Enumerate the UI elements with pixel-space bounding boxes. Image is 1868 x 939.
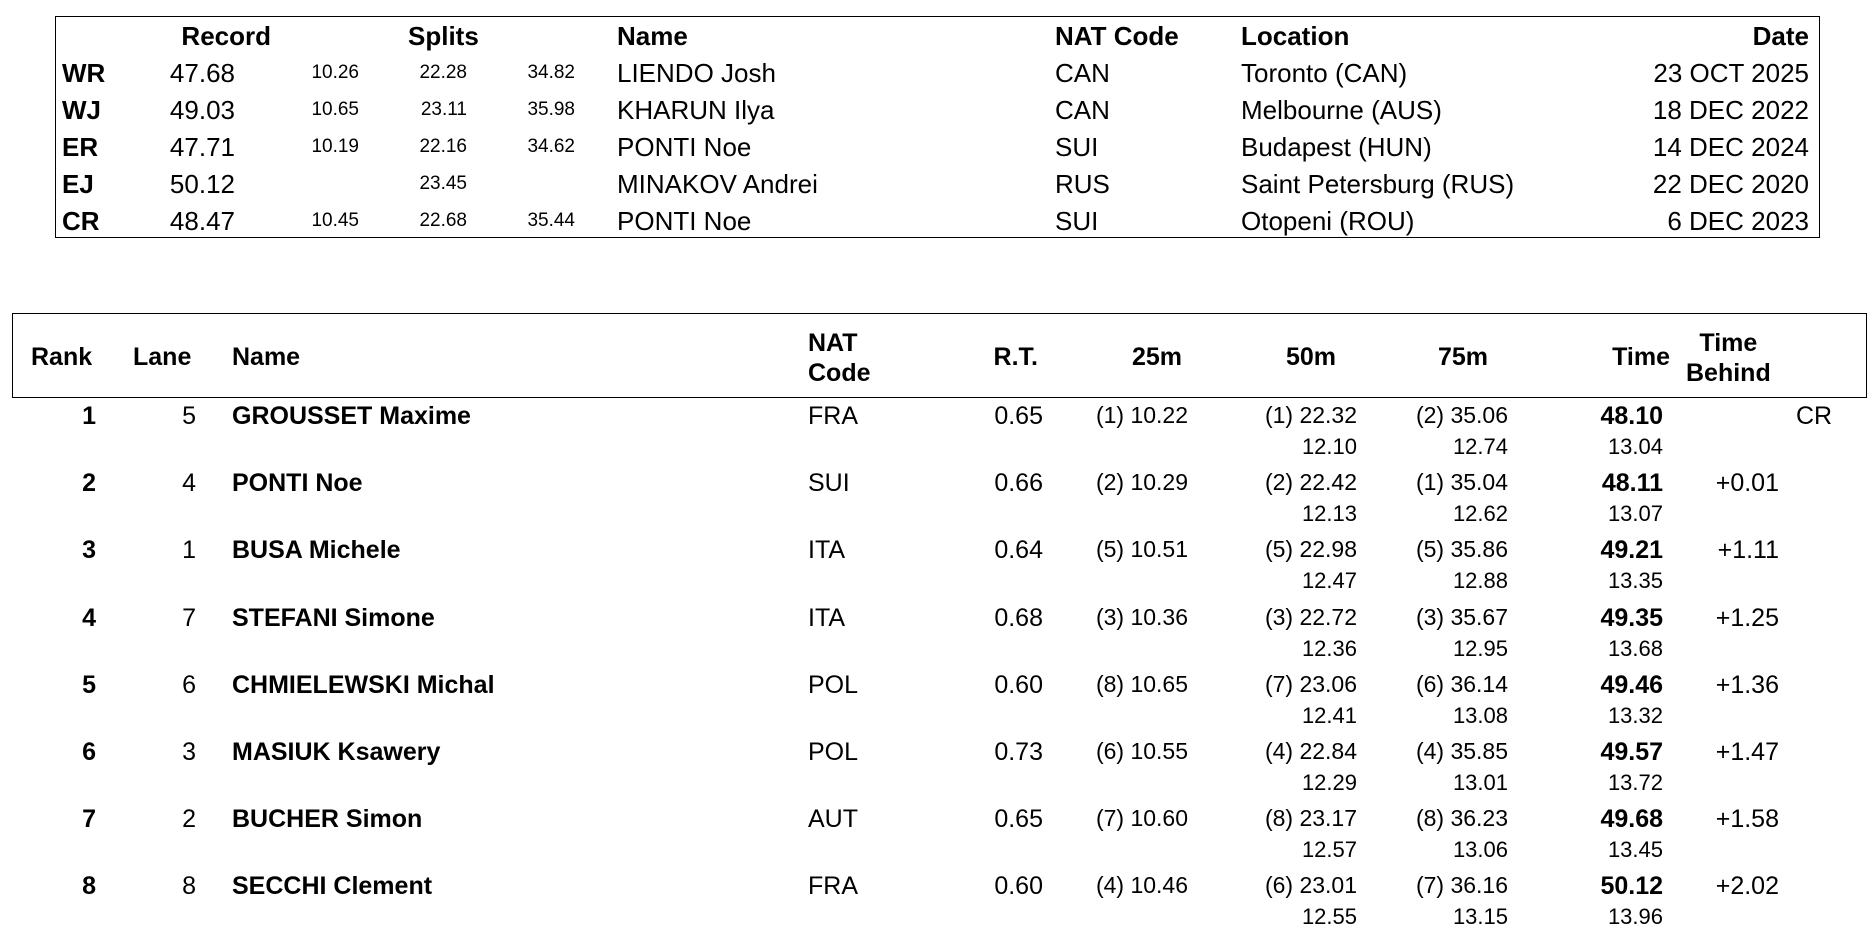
result-rank: 1 [82,402,96,430]
result-final-time: 49.35 [1600,603,1663,632]
record-date: 18 DEC 2022 [1652,95,1809,125]
result-lap-75m: 13.01 [1452,770,1508,795]
result-lap-final: 13.72 [1607,770,1663,795]
record-split-75: 34.82 [527,62,575,83]
records-row [56,202,1819,239]
result-split-50m: (1) 22.32 [1264,402,1357,428]
record-split-50: 23.45 [419,173,467,194]
records-row [56,128,1819,165]
record-split-50: 22.16 [419,136,467,157]
record-location: Saint Petersburg (RUS) [1241,169,1515,199]
results-header-50m: 50m [1285,343,1336,371]
result-nat-code: POL [808,738,859,766]
result-swimmer-name: PONTI Noe [232,469,363,498]
record-nat-code: SUI [1055,132,1099,162]
result-reaction-time: 0.68 [994,603,1043,632]
result-split-75m: (1) 35.04 [1415,469,1508,496]
record-split-75: 34.62 [527,136,575,157]
result-split-25m: (6) 10.55 [1095,738,1188,764]
records-header-splits: Splits [408,21,479,51]
result-lap-final: 13.96 [1607,904,1663,930]
results-header-time-behind [1686,328,1771,388]
results-header-time: Time [1612,343,1670,371]
result-swimmer-name: STEFANI Simone [232,603,435,632]
result-rank: 6 [82,738,96,766]
result-swimmer-name: BUSA Michele [232,536,401,565]
result-row [0,805,1868,872]
results-header-behind-line1: Time [1699,329,1758,357]
result-row [0,402,1868,469]
results-header-nat-line1: NAT [808,329,858,357]
record-time: 49.03 [169,95,235,125]
record-date: 23 OCT 2025 [1653,58,1809,88]
result-reaction-time: 0.64 [994,536,1043,565]
result-lap-75m: 13.15 [1452,904,1508,930]
result-final-time: 49.46 [1600,670,1663,699]
result-rank: 8 [82,872,96,901]
result-split-25m: (7) 10.60 [1095,805,1188,832]
result-lap-50m: 12.29 [1301,770,1357,795]
result-lap-final: 13.07 [1607,501,1663,527]
records-table [55,16,1820,238]
record-code: WJ [62,95,101,125]
result-reaction-time: 0.73 [994,738,1043,766]
results-header-reaction-time: R.T. [993,343,1038,371]
record-location: Melbourne (AUS) [1241,95,1442,125]
result-time-behind: +1.47 [1715,738,1779,766]
records-header-row [56,17,1819,54]
result-lane: 8 [182,872,196,901]
result-rank: 5 [82,670,96,699]
record-location: Otopeni (ROU) [1241,206,1415,236]
result-rank: 3 [82,536,96,565]
result-split-75m: (7) 36.16 [1415,872,1508,899]
results-header-behind-line2: Behind [1686,359,1771,387]
record-split-50: 22.68 [419,210,467,231]
result-final-time: 49.21 [1600,536,1663,565]
record-code: ER [62,132,99,162]
result-lap-50m: 12.41 [1301,702,1357,728]
record-split-25: 10.65 [311,99,359,120]
record-date: 22 DEC 2020 [1652,169,1809,199]
result-split-50m: (8) 23.17 [1264,805,1357,832]
result-time-behind: +2.02 [1715,872,1779,901]
result-lap-final: 13.68 [1607,635,1663,661]
results-header [12,313,1867,398]
result-split-25m: (2) 10.29 [1095,469,1188,496]
result-lap-50m: 12.47 [1301,568,1357,594]
result-lane: 2 [182,805,196,834]
result-final-time: 48.11 [1601,469,1663,498]
result-reaction-time: 0.66 [994,469,1043,498]
record-time: 48.47 [169,206,235,236]
results-header-25m: 25m [1131,343,1182,371]
record-split-75: 35.44 [527,210,575,231]
record-split-75: 35.98 [527,99,575,120]
result-nat-code: AUT [808,805,858,834]
result-lap-final: 13.32 [1607,702,1663,728]
result-lane: 6 [182,670,196,699]
record-split-25: 10.26 [311,62,359,83]
result-reaction-time: 0.60 [994,872,1043,901]
result-reaction-time: 0.60 [994,670,1043,699]
record-nat-code: CAN [1055,58,1110,88]
result-lap-75m: 12.95 [1452,635,1508,661]
record-nat-code: CAN [1055,95,1110,125]
result-final-time: 49.57 [1600,738,1663,766]
records-header-name: Name [617,21,688,51]
results-header-75m: 75m [1437,343,1488,371]
result-split-75m: (4) 35.85 [1415,738,1508,764]
result-lap-50m: 12.10 [1301,434,1357,459]
result-time-behind: +0.01 [1715,469,1779,498]
result-split-25m: (3) 10.36 [1095,603,1188,630]
result-split-25m: (4) 10.46 [1095,872,1188,899]
result-split-75m: (6) 36.14 [1415,670,1508,697]
result-lap-75m: 12.74 [1452,434,1508,459]
result-rank: 2 [82,469,96,498]
result-reaction-time: 0.65 [994,805,1043,834]
record-holder-name: PONTI Noe [617,132,752,162]
result-row [0,738,1868,805]
result-nat-code: POL [808,670,859,699]
result-split-50m: (6) 23.01 [1264,872,1357,899]
result-swimmer-name: BUCHER Simon [232,805,423,834]
results-header-name: Name [232,343,301,371]
result-swimmer-name: GROUSSET Maxime [232,402,471,430]
result-lane: 5 [182,402,196,430]
result-lap-75m: 12.88 [1452,568,1508,594]
record-holder-name: MINAKOV Andrei [617,169,818,199]
record-holder-name: KHARUN Ilya [617,95,775,125]
result-lap-50m: 12.13 [1301,501,1357,527]
result-nat-code: SUI [808,469,850,498]
result-record-badge: CR [1796,402,1833,430]
result-lap-75m: 13.06 [1452,837,1508,863]
records-row [56,165,1819,202]
result-lap-75m: 12.62 [1452,501,1508,527]
result-split-50m: (7) 23.06 [1264,670,1357,697]
results-header-nat-code [808,328,871,388]
result-split-25m: (5) 10.51 [1095,536,1188,563]
result-lap-50m: 12.36 [1301,635,1357,661]
record-code: CR [62,206,100,236]
record-split-25: 10.45 [311,210,359,231]
result-lane: 3 [182,738,196,766]
result-time-behind: +1.11 [1717,536,1779,565]
result-time-behind: +1.25 [1715,603,1779,632]
record-code: EJ [62,169,94,199]
result-split-25m: (1) 10.22 [1095,402,1188,428]
records-row [56,54,1819,91]
result-split-50m: (3) 22.72 [1264,603,1357,630]
record-split-25: 10.19 [311,136,359,157]
record-holder-name: PONTI Noe [617,206,752,236]
result-split-75m: (3) 35.67 [1415,603,1508,630]
result-nat-code: ITA [808,603,846,632]
record-location: Budapest (HUN) [1241,132,1432,162]
records-row [56,91,1819,128]
record-time: 47.71 [169,132,235,162]
result-lane: 1 [182,536,196,565]
result-row [0,604,1868,671]
result-final-time: 50.12 [1600,872,1663,901]
result-split-75m: (2) 35.06 [1415,402,1508,428]
result-row [0,536,1868,603]
result-nat-code: FRA [808,402,858,430]
result-lap-final: 13.35 [1607,568,1663,594]
record-split-50: 23.11 [420,99,467,120]
results-header-rank: Rank [31,343,93,371]
record-holder-name: LIENDO Josh [617,58,776,88]
record-nat-code: RUS [1055,169,1110,199]
result-nat-code: FRA [808,872,858,901]
result-lap-75m: 13.08 [1452,702,1508,728]
record-nat-code: SUI [1055,206,1099,236]
result-rank: 4 [82,603,96,632]
result-lap-final: 13.45 [1607,837,1663,863]
results-header-nat-line2: Code [808,359,871,387]
record-code: WR [62,58,106,88]
result-split-50m: (2) 22.42 [1264,469,1357,496]
record-split-50: 22.28 [419,62,467,83]
records-header-record: Record [181,21,271,51]
result-lane: 7 [182,603,196,632]
result-reaction-time: 0.65 [994,402,1043,430]
result-nat-code: ITA [808,536,846,565]
record-location: Toronto (CAN) [1241,58,1408,88]
result-split-75m: (5) 35.86 [1415,536,1508,563]
result-lane: 4 [182,469,196,498]
result-row [0,469,1868,536]
record-date: 14 DEC 2024 [1652,132,1809,162]
result-swimmer-name: MASIUK Ksawery [232,738,441,766]
result-split-25m: (8) 10.65 [1095,670,1188,697]
record-time: 50.12 [169,169,235,199]
result-rank: 7 [82,805,96,834]
record-time: 47.68 [169,58,235,88]
result-final-time: 48.10 [1600,402,1663,430]
results-header-lane: Lane [133,343,192,371]
records-header-date: Date [1752,21,1809,51]
result-lap-final: 13.04 [1607,434,1663,459]
records-header-location: Location [1241,21,1350,51]
records-header-nat-code: NAT Code [1055,21,1179,51]
result-swimmer-name: CHMIELEWSKI Michal [232,670,495,699]
record-date: 6 DEC 2023 [1667,206,1809,236]
result-split-75m: (8) 36.23 [1415,805,1508,832]
result-time-behind: +1.36 [1715,670,1779,699]
result-final-time: 49.68 [1600,805,1663,834]
result-lap-50m: 12.57 [1301,837,1357,863]
result-lap-50m: 12.55 [1301,904,1357,930]
result-row [0,671,1868,738]
result-swimmer-name: SECCHI Clement [232,872,433,901]
result-split-50m: (4) 22.84 [1264,738,1357,764]
result-time-behind: +1.58 [1715,805,1779,834]
result-split-50m: (5) 22.98 [1264,536,1357,563]
result-row [0,872,1868,939]
